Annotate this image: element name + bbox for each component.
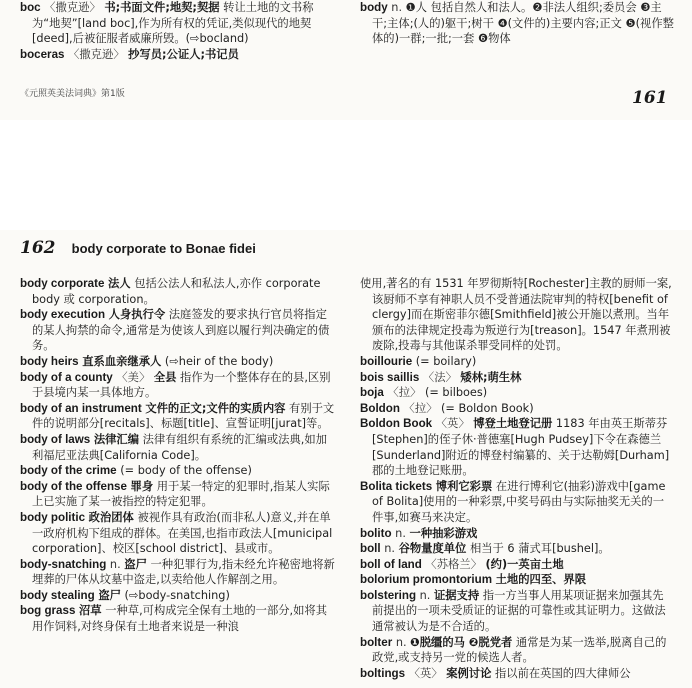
part-of-speech: n.: [391, 1, 403, 14]
headword: body heirs: [20, 354, 79, 368]
gloss: ❶脱缰的马 ❷脱党者: [410, 635, 513, 649]
dictionary-entry: [360, 526, 674, 542]
definition: 通常是为某一选举,脱离自己的政党,或支持另一党的候选人者。: [372, 635, 667, 665]
dictionary-entry: [360, 666, 674, 682]
headword: bois saillis: [360, 370, 420, 384]
headword: bolorium promontorium: [360, 573, 493, 587]
part-of-speech: n.: [395, 526, 406, 540]
gloss: 博利它彩票: [435, 479, 493, 493]
headword: boll of land: [360, 557, 422, 571]
gloss: 法律汇编: [93, 432, 140, 446]
dictionary-entry: [360, 572, 674, 588]
right-column: [360, 276, 674, 681]
part-of-speech: 〈美〉: [116, 370, 151, 384]
gloss: 博登土地登记册: [473, 417, 553, 431]
definition: (⇨heir of the body): [164, 354, 274, 368]
definition: 有别于文件的说明部分[recitals]、标题[title]、宣誓证明[jurat]等。: [32, 401, 335, 431]
dictionary-entry: [20, 370, 338, 401]
headword: body of a county: [20, 370, 113, 384]
gloss: 法人: [107, 277, 131, 290]
part-of-speech: 〈拉〉: [403, 401, 438, 415]
page-number: 162: [20, 238, 56, 258]
gloss: 沼草: [79, 604, 102, 618]
definition: (= body of the offense): [120, 464, 252, 478]
dictionary-entry: [360, 401, 674, 417]
dictionary-entry: [20, 557, 338, 588]
headword: boc: [20, 1, 41, 14]
part-of-speech: 〈苏格兰〉: [425, 557, 482, 571]
definition: 转让土地的文书称为“地契”[land boc],作为所有权的凭证,类似现代的地契[deed],后被征服者威廉所毁。(⇨bocland): [32, 1, 314, 46]
headword: boillourie: [360, 354, 413, 368]
part-of-speech: 〈拉〉: [387, 386, 422, 400]
headword: bog grass: [20, 604, 76, 618]
page-number: 161: [632, 88, 668, 108]
dictionary-entry: [360, 588, 674, 635]
definition: 一种草,可构成完全保有土地的一部分,如将其用作饲料,对终身保有土地者来说是一种浪: [32, 604, 328, 634]
dictionary-entry: [20, 401, 338, 432]
part-of-speech: 〈法〉: [422, 370, 457, 384]
definition: 1183 年由英王斯蒂芬[Stephen]的侄子休·普德塞[Hugh Pudsey]下令在森德兰[Sunderland]附近的博登村编纂的、关于达勒姆[Durham]郡的土地登记账册。: [372, 417, 670, 478]
definition: 法庭签发的要求执行官员将指定的某人拘禁的命令,通常是为使该人到庭以履行判决确定的债务。: [32, 308, 330, 353]
definition: 用于某一特定的犯罪时,指某人实际上已实施了某一被指控的特定犯罪。: [32, 479, 330, 509]
part-of-speech: n.: [384, 542, 395, 556]
dictionary-entry: [20, 0, 338, 47]
definition: 在进行博利它(抽彩)游戏中[game of Bolita]使用的一种彩票,中奖号码由与实际抽奖无关的一件事,如赛马来决定。: [372, 479, 666, 524]
headword: bolstering: [360, 588, 417, 602]
gloss: 谷物量度单位: [398, 542, 467, 556]
part-of-speech: 〈英〉: [435, 417, 470, 431]
dictionary-entry: [20, 479, 338, 510]
dictionary-entry: [360, 0, 674, 47]
headword: body: [360, 1, 388, 14]
headword: boceras: [20, 47, 65, 61]
definition: (= bilboes): [424, 386, 488, 400]
dictionary-entry: [360, 370, 674, 386]
definition: (= Boldon Book): [441, 401, 534, 415]
definition: 指作为一个整体存在的县,区别于县境内某一具体地方。: [32, 370, 331, 400]
dictionary-entry: [360, 385, 674, 401]
dictionary-entry: [20, 276, 338, 307]
dictionary-entry: [20, 463, 338, 479]
dictionary-entry: [20, 307, 338, 354]
lower-dictionary-page: [0, 230, 692, 688]
gloss: 直系血亲继承人: [82, 354, 162, 368]
part-of-speech: 〈英〉: [408, 666, 443, 680]
dictionary-entry: [360, 479, 674, 526]
definition: 包括公法人和私法人,亦作 corporate body 或 corporation。: [32, 277, 321, 306]
headword: body stealing: [20, 588, 95, 602]
gloss: 案例讨论: [446, 666, 492, 680]
dictionary-entry: [360, 416, 674, 478]
headword: body-snatching: [20, 557, 107, 571]
definition: ❶人 包括自然人和法人。❷非法人组织;委员会 ❸主干;主体;(人的)躯干;树干 ❹(文件的)主要内容;正文 ❺(视作整体的)一群;一批;一套 ❻物体: [372, 1, 674, 46]
gloss: 政治团体: [88, 510, 134, 524]
part-of-speech: 〈撒克逊〉: [68, 47, 125, 61]
headword: body of an instrument: [20, 401, 142, 415]
dictionary-entry: [360, 541, 674, 557]
upper-dictionary-page: [0, 0, 692, 120]
gloss: 盗尸: [98, 588, 121, 602]
dictionary-entry: [20, 354, 338, 370]
headword: Bolita tickets: [360, 479, 433, 493]
dictionary-entry: [20, 432, 338, 463]
dictionary-entry: [360, 635, 674, 666]
headword: Boldon Book: [360, 417, 433, 431]
headword: boll: [360, 542, 381, 556]
part-of-speech: 〈撒克逊〉: [44, 1, 101, 14]
definition: 法律有组织有系统的汇编或法典,如加利福尼亚法典[California Code]。: [32, 432, 327, 462]
headword: body of laws: [20, 432, 91, 446]
headword: body of the offense: [20, 479, 127, 493]
definition: 被视作具有政治(而非私人)意义,并在单一政府机构下组成的群体。在美国,也指市政法人[municipal corporation]、校区[school district]、县或市。: [32, 510, 333, 556]
dictionary-entry: [20, 47, 338, 63]
headword: body politic: [20, 510, 86, 524]
gloss: 罪身: [130, 479, 154, 493]
right-column: [360, 0, 674, 47]
headword: body execution: [20, 308, 106, 322]
page-gap: [0, 120, 692, 230]
gloss: 书;书面文件;地契;契据: [104, 1, 220, 14]
dictionary-entry: [360, 557, 674, 573]
gloss: 矮林;萌生林: [460, 370, 522, 384]
gloss: 全县: [153, 370, 177, 384]
headword: bolito: [360, 526, 392, 540]
dictionary-entry: [20, 588, 338, 604]
running-head: [20, 238, 256, 258]
definition: (⇨body-snatching): [124, 588, 230, 602]
dictionary-entry: [20, 510, 338, 557]
dictionary-entry: [360, 276, 674, 354]
gloss: 人身执行令: [108, 308, 166, 322]
dictionary-entry: [20, 603, 338, 634]
definition: 指一方当事人用某项证据来加强其先前提出的一项未受质证的证据的可靠性或其证明力。这做法通常被认为是不合适的。: [372, 588, 666, 634]
gloss: 文件的正文;文件的实质内容: [145, 401, 286, 415]
gloss: 一种抽彩游戏: [409, 526, 478, 540]
headword: boltings: [360, 666, 406, 680]
part-of-speech: n.: [395, 635, 407, 649]
definition: 指以前在英国的四大律师公: [494, 666, 631, 680]
gloss: 证据支持: [434, 588, 480, 602]
headword: body of the crime: [20, 464, 117, 478]
headword: boja: [360, 386, 384, 400]
part-of-speech: n.: [419, 588, 431, 602]
definition: (= boilary): [415, 354, 477, 368]
gloss: (约)一英亩土地: [485, 557, 564, 571]
left-column: [20, 0, 338, 62]
headword: Boldon: [360, 401, 400, 415]
footer-note: 《元照英美法词典》第1版: [20, 89, 125, 99]
left-column: [20, 276, 338, 635]
definition: 使用,著名的有 1531 年罗彻斯特[Rochester]主教的厨师一案,该厨师不享有神职人员不受普通法院审判的特权[benefit of clergy]而在斯密菲尔德[Smithfield]被公开施以煮刑。当年颁布的法律规定投毒为叛逆行为[treason]。1547 年煮刑被废除,投毒与其他谋杀罪受同样的处罚。: [360, 277, 672, 353]
definition: 相当于 6 蒲式耳[bushel]。: [469, 542, 610, 556]
gloss: 抄写员;公证人;书记员: [128, 47, 239, 61]
headword: body corporate: [20, 277, 105, 290]
gloss: 盗尸: [124, 557, 147, 571]
gloss: 土地的四至、界限: [495, 573, 587, 587]
dictionary-entry: [360, 354, 674, 370]
part-of-speech: n.: [109, 557, 121, 571]
definition: 一种犯罪行为,指未经允许秘密地将新埋葬的尸体从坟墓中盗走,以卖给他人作解剖之用。: [32, 557, 335, 587]
headword: bolter: [360, 635, 393, 649]
running-title: body corporate to Bonae fidei: [71, 241, 256, 256]
